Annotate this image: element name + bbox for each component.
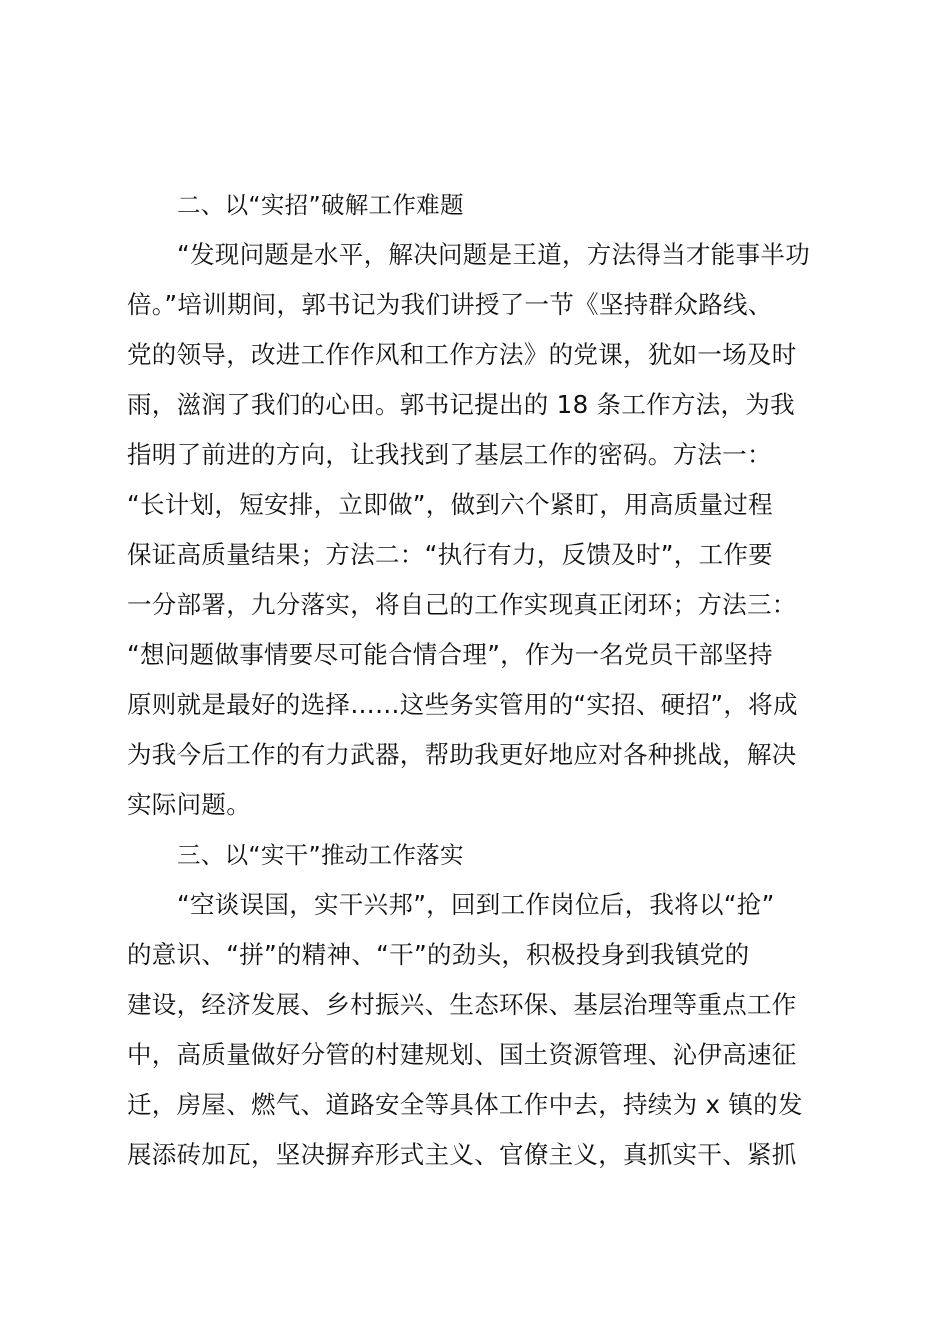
paragraph-line: 倍。”培训期间，郭书记为我们讲授了一节《坚持群众路线、: [127, 290, 773, 319]
paragraph-line: “空谈误国，实干兴邦”，回到工作岗位后，我将以“抢”: [177, 890, 775, 919]
paragraph-line: 保证高质量结果；方法二：“执行有力，反馈及时”，工作要: [127, 540, 773, 569]
paragraph-line: 原则就是最好的选择……这些务实管用的“实招、硬招”，将成: [127, 690, 798, 719]
paragraph-line: “发现问题是水平，解决问题是王道，方法得当才能事半功: [177, 240, 810, 269]
section-2: [127, 180, 837, 830]
section-2-heading: 二、以“实招”破解工作难题: [177, 191, 464, 219]
paragraph-line: 一分部署，九分落实，将自己的工作实现真正闭环；方法三：: [127, 590, 797, 619]
paragraph-line: 建设，经济发展、乡村振兴、生态环保、基层治理等重点工作: [127, 990, 797, 1019]
section-3-heading: 三、以“实干”推动工作落实: [177, 841, 464, 869]
paragraph-line: 指明了前进的方向，让我找到了基层工作的密码。方法一：: [127, 440, 772, 469]
paragraph-line: 的意识、“拼”的精神、“干”的劲头，积极投身到我镇党的: [127, 940, 750, 969]
section-3: [127, 830, 837, 1180]
paragraph-line: 为我今后工作的有力武器，帮助我更好地应对各种挑战，解决: [127, 740, 797, 769]
paragraph-line: 雨，滋润了我们的心田。郭书记提出的 18 条工作方法，为我: [127, 390, 795, 419]
paragraph-line: 实际问题。: [127, 790, 251, 819]
paragraph-line: 党的领导，改进工作作风和工作方法》的党课，犹如一场及时: [127, 340, 797, 369]
paragraph-line: 展添砖加瓦，坚决摒弃形式主义、官僚主义，真抓实干、紧抓: [127, 1140, 797, 1169]
paragraph-line: “长计划，短安排，立即做”，做到六个紧盯，用高质量过程: [127, 490, 773, 519]
paragraph-line: 中，高质量做好分管的村建规划、国土资源管理、沁伊高速征: [127, 1040, 797, 1069]
paragraph-line: 迁，房屋、燃气、道路安全等具体工作中去，持续为 x 镇的发: [127, 1090, 803, 1119]
paragraph-line: “想问题做事情要尽可能合情合理”，作为一名党员干部坚持: [127, 640, 773, 669]
